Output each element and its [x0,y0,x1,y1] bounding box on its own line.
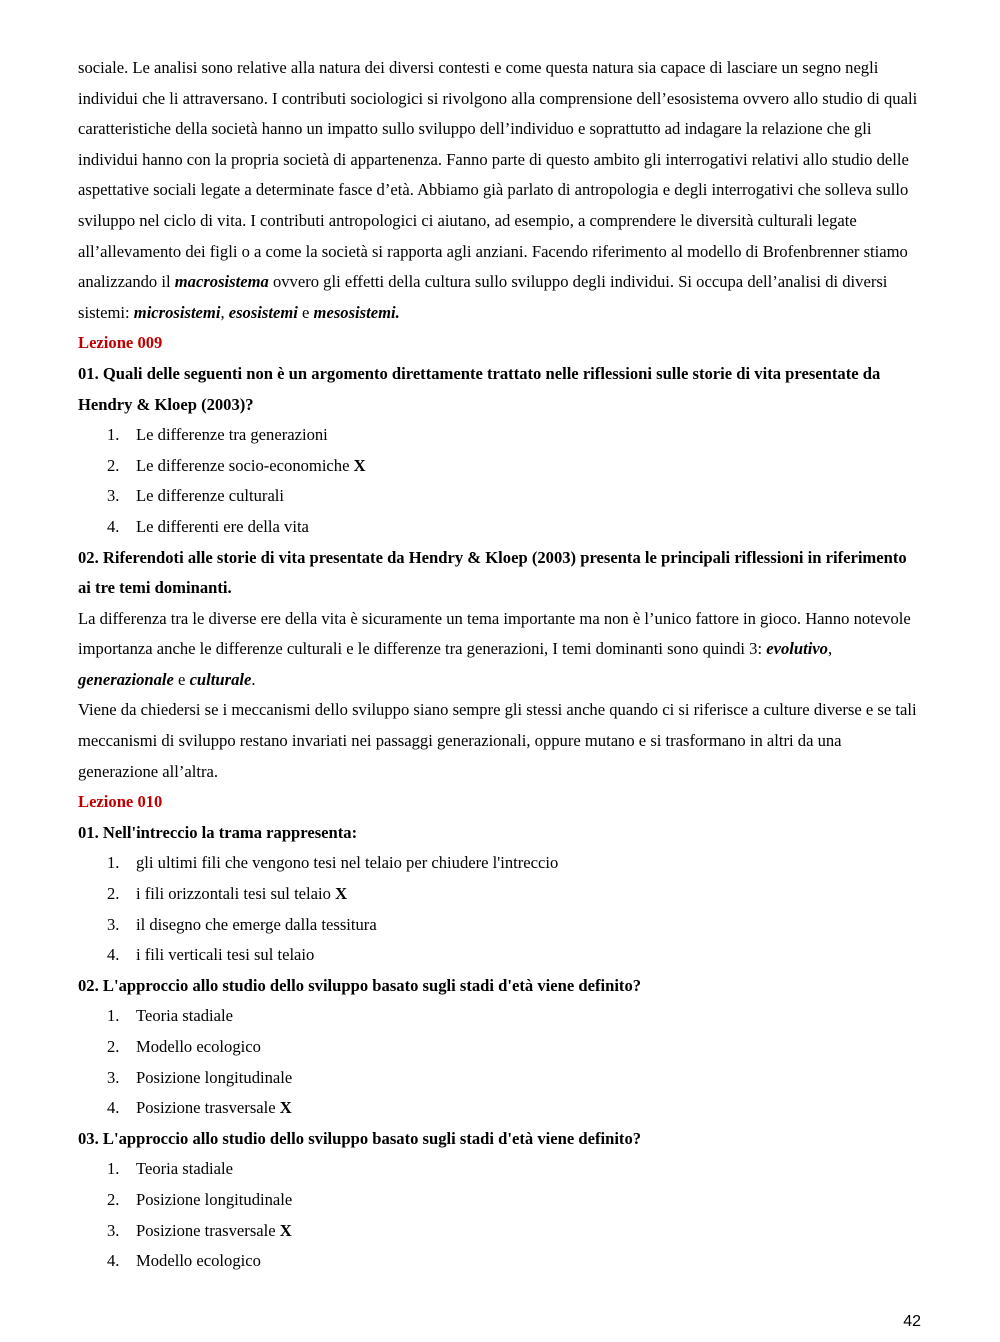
answer-mark: X [353,455,366,475]
list-item: 3. il disegno che emerge dalla tessitura [107,914,377,934]
list-item: 3. Posizione trasversale X [107,1220,292,1240]
list-item: 1. Le differenze tra generazioni [107,425,328,445]
answer-mark: X [279,1220,292,1240]
term-esosistemi: esosistemi [228,302,298,322]
options-010-01 [78,848,923,970]
question-009-02: 02. Riferendoti alle storie di vita presentate da Hendry & Kloep (2003) presenta le principali riflessioni in riferimento ai tre temi dominanti. [78,547,907,598]
question-010-02: 02. L'approccio allo studio dello sviluppo basato sugli stadi d'età viene definito? [78,975,642,995]
answer-mark: X [335,884,348,904]
list-item: 1. Teoria stadiale [107,1159,233,1179]
list-item: 4. Posizione trasversale X [107,1098,292,1118]
list-item: 2. Modello ecologico [107,1037,261,1056]
question-010-01: 01. Nell'intreccio la trama rappresenta: [78,822,358,842]
list-item: 2. Posizione longitudinale [107,1189,293,1209]
list-item: 2. Le differenze socio-economiche X [107,455,366,475]
intro-paragraph: sociale. Le analisi sono relative alla natura dei diversi contesti e come questa natura sia capace di lasciare un segno negli individui che li attraversano. I contributi sociologici si rivolgono alla comprensione dell’esosistema ovvero allo studio di quali caratteristiche della società hanno un impatto sullo sviluppo dell’individuo e soprattutto ad indagare la relazione che gli individui hanno con la propria società di appartenenza. Fanno parte di questo ambito gli interrogativi relativi allo studio delle aspettative sociali legate a determinate fasce d’età. Abbiamo già parlato di antropologia e degli interrogativi che solleva sullo sviluppo nel ciclo di vita. I contributi antropologici ci aiutano, ad esempio, a comprendere le diversità culturali legate all’allevamento dei figli o a come la società si rapporta agli anziani. Facendo riferimento al modello di Brofenbrenner stiamo analizzando il macrosistema ovvero gli effetti della cultura sullo sviluppo degli individui. Si occupa dell’analisi di diversi sistemi: microsistemi, esosistemi e mesosistemi. [78,58,918,322]
answer-009-02-part2: Viene da chiedersi se i meccanismi dello sviluppo siano sempre gli stessi anche quando ci si riferisce a culture diverse e se tali meccanismi di sviluppo restano invariati nei passaggi generazionali, oppure mutano e si trasformano in altri da una generazione all’altra. [78,700,917,781]
term-mesosistemi: mesosistemi. [313,302,400,322]
list-item: 4. i fili verticali tesi sul telaio [107,945,315,965]
question-009-01: 01. Quali delle seguenti non è un argomento direttamente trattato nelle riflessioni sulle storie di vita presentate da Hendry & Kloep (2003)? [78,363,881,414]
options-009-01 [78,420,923,542]
answer-mark: X [279,1098,292,1118]
list-item: 1. Teoria stadiale [107,1006,233,1026]
list-item: 3. Posizione longitudinale [107,1067,293,1087]
lesson-009-title: Lezione 009 [78,333,163,353]
answer-009-02-part1: La differenza tra le diverse ere della vita è sicuramente un tema importante ma non è l’unico fattore in gioco. Hanno notevole importanza anche le differenze culturali e le differenze tra generazioni, I temi dominanti sono quindi 3: evolutivo, generazionale e culturale. [78,608,911,689]
list-item: 4. Modello ecologico [107,1251,261,1271]
document-page [78,53,923,1277]
options-010-02 [78,1001,923,1123]
lesson-010-title: Lezione 010 [78,792,163,812]
page-number: 42 [903,1313,921,1330]
list-item: 3. Le differenze culturali [107,486,285,506]
term-culturale: culturale [189,669,252,689]
term-evolutivo: evolutivo [766,639,828,659]
question-010-03: 03. L'approccio allo studio dello sviluppo basato sugli stadi d'età viene definito? [78,1128,642,1148]
list-item: 1. gli ultimi fili che vengono tesi nel telaio per chiudere l'intreccio [107,853,559,873]
list-item: 4. Le differenti ere della vita [107,516,309,536]
list-item: 2. i fili orizzontali tesi sul telaio X [107,884,348,904]
term-microsistemi: microsistemi [133,302,221,322]
options-010-03 [78,1154,923,1276]
term-generazionale: generazionale [78,669,174,689]
term-macrosistema: macrosistema [174,272,269,292]
